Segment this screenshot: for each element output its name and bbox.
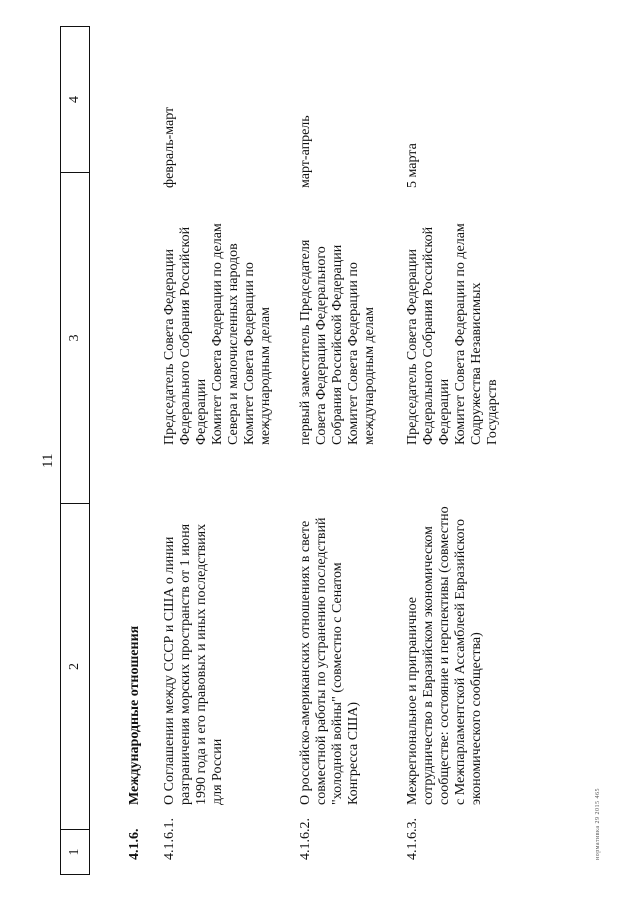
item-code: 4.1.6.3. (405, 818, 420, 860)
item-code: 4.1.6.1. (162, 818, 177, 860)
item-responsible (298, 200, 378, 445)
item-description: О российско-американских отношениях в свете совместной работы по устранению последствий "холодной войны" (совместно с Сенатом Конгресса США) (298, 517, 361, 805)
item-date: март-апрель (298, 115, 313, 188)
responsible-line: первый заместитель Председателя (298, 239, 313, 445)
responsible-line: Комитет Совета Федерации по (346, 262, 361, 445)
responsible-line: Содружества Независимых (469, 282, 484, 445)
responsible-line: Федерации (194, 378, 209, 445)
column-number-3: 3 (61, 173, 90, 504)
responsible-line: Федерального Собрания Российской (178, 226, 193, 445)
item-description: О Соглашении между СССР и США о линии разграничения морских пространств от 1 июня 1990 года и его правовых и иных последствиях для России (162, 523, 225, 805)
responsible-line: Комитет Совета Федерации по (242, 262, 257, 445)
item-code: 4.1.6.2. (298, 818, 313, 860)
section-title: Международные отношения (127, 625, 142, 805)
responsible-line: Севера и малочисленных народов (226, 243, 241, 445)
section-code: 4.1.6. (127, 828, 142, 860)
responsible-line: Федерального Собрания Российской (421, 226, 436, 445)
column-number-2: 2 (61, 504, 90, 830)
column-number-4: 4 (61, 27, 90, 173)
responsible-line: Федерации (437, 378, 452, 445)
responsible-line: Совета Федерации Федерального (314, 246, 329, 445)
responsible-line: Председатель Совета Федерации (405, 248, 420, 445)
footer-mark: нормативка 29 2015 465 (595, 787, 601, 860)
item-responsible (162, 200, 274, 445)
item-date: 5 марта (405, 143, 420, 188)
responsible-line: Комитет Совета Федерации по делам (453, 223, 468, 445)
responsible-line: Собрания Российской Федерации (330, 244, 345, 445)
responsible-line: Председатель Совета Федерации (162, 248, 177, 445)
responsible-line: Государств (485, 379, 500, 445)
item-responsible (405, 200, 501, 445)
item-date: февраль-март (162, 106, 177, 188)
page-number: 11 (40, 453, 56, 468)
responsible-line: Комитет Совета Федерации по делам (210, 223, 225, 445)
column-number-1: 1 (61, 830, 90, 875)
responsible-line: международным делам (258, 307, 273, 445)
responsible-line: международным делам (362, 307, 377, 445)
item-description: Межрегиональное и приграничное сотрудничество в Евразийском экономическом сообществе: состояние и перспективы (совместно с Межпарламентской Ассамблеей Евразийского экономического сообщества) (405, 506, 484, 805)
column-header-table (60, 26, 90, 875)
